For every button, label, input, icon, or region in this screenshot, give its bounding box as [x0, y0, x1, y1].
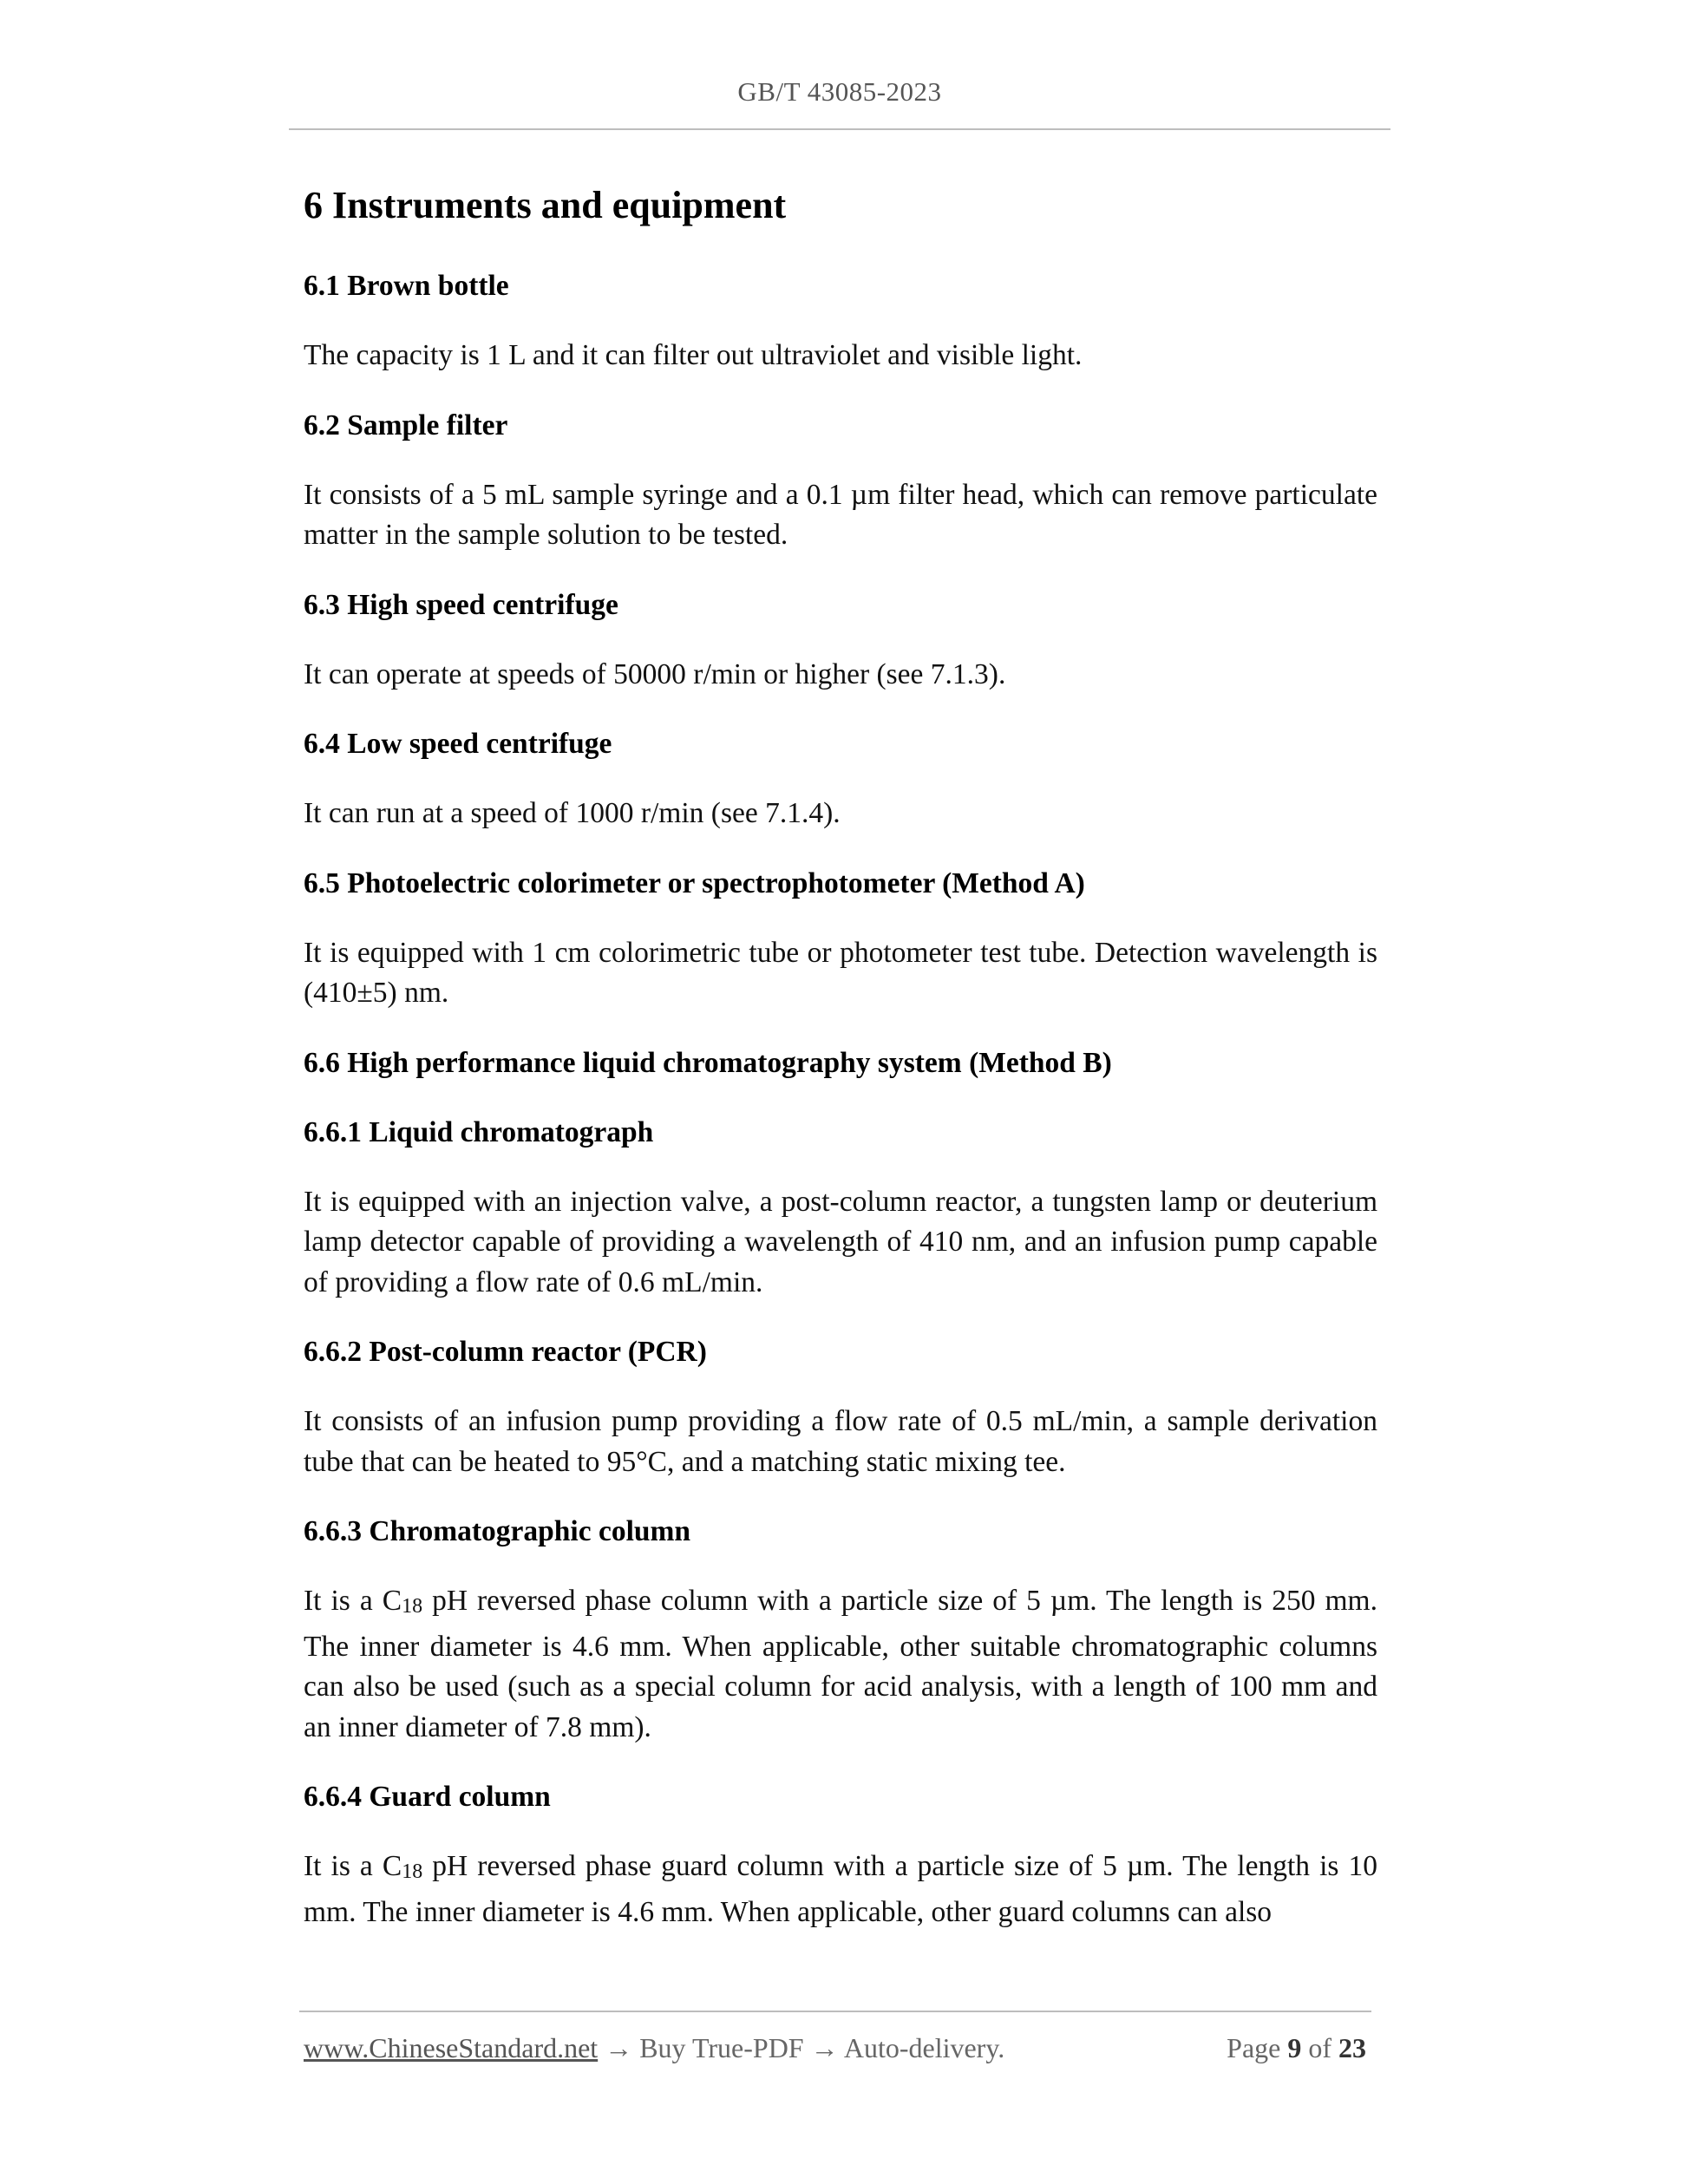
subscript-text: 18 [402, 1860, 423, 1883]
subsection-heading: 6.6 High performance liquid chromatography system (Method B) [304, 1046, 1112, 1079]
page-label: Page [1227, 2032, 1281, 2063]
subsection-heading: 6.4 Low speed centrifuge [304, 728, 612, 760]
subsection-heading: 6.6.1 Liquid chromatograph [304, 1115, 654, 1148]
subsection-paragraph [304, 1847, 1377, 1932]
auto-delivery-text: Auto-delivery. [843, 2032, 1005, 2063]
footer-promo [304, 2032, 1004, 2064]
subsection-heading: 6.3 High speed centrifuge [304, 588, 618, 621]
page-content [304, 178, 1377, 1962]
footer-divider [299, 2011, 1371, 2012]
subsection-heading: 6.1 Brown bottle [304, 270, 509, 302]
subsection-paragraph: It can operate at speeds of 50000 r/min or higher (see 7.1.3). [304, 657, 1006, 690]
subsection-paragraph: The capacity is 1 L and it can filter out ultraviolet and visible light. [304, 339, 1083, 371]
section-heading: 6 Instruments and equipment [304, 184, 787, 226]
arrow-right-icon: → [605, 2032, 633, 2063]
subsection-heading: 6.6.2 Post-column reactor (PCR) [304, 1336, 707, 1368]
document-code-header: GB/T 43085-2023 [737, 76, 942, 107]
buy-pdf-text: Buy True-PDF [639, 2032, 804, 2063]
paragraph-text-rest: pH reversed phase column with a particle size of 5 µm. The length is 250 mm. The inner diameter is 4.6 mm. When applicable, other suitable chromatographic columns can also be used (such as a special column for acid analysis, with a length of 100 mm and an inner diameter of 7.8 mm). [304, 1585, 1377, 1743]
paragraph-text-start: It is a C [304, 1850, 402, 1882]
of-label: of [1308, 2032, 1331, 2063]
arrow-right-icon: → [810, 2032, 839, 2063]
page-footer [304, 2032, 1366, 2070]
subsection-paragraph: It is equipped with 1 cm colorimetric tube or photometer test tube. Detection wavelength is (410±5) nm. [304, 936, 1377, 1009]
subsection-heading: 6.6.3 Chromatographic column [304, 1515, 691, 1547]
website-link[interactable]: www.ChineseStandard.net [304, 2032, 599, 2063]
paragraph-text-start: It is a C [304, 1585, 402, 1617]
subsection-heading: 6.2 Sample filter [304, 409, 508, 441]
page-indicator [1227, 2032, 1366, 2064]
subscript-text: 18 [402, 1595, 423, 1618]
paragraph-text-rest: pH reversed phase guard column with a particle size of 5 µm. The length is 10 mm. The inner diameter is 4.6 mm. When applicable, other guard columns can also [304, 1850, 1377, 1928]
total-pages-number: 23 [1338, 2032, 1366, 2063]
subsection-heading: 6.6.4 Guard column [304, 1781, 551, 1813]
subsection-heading: 6.5 Photoelectric colorimeter or spectrophotometer (Method A) [304, 866, 1085, 899]
header-divider [289, 128, 1390, 130]
subsection-paragraph: It can run at a speed of 1000 r/min (see 7.1.4). [304, 797, 841, 829]
subsection-paragraph: It is equipped with an injection valve, a post-column reactor, a tungsten lamp or deuterium lamp detector capable of providing a wavelength of 410 nm, and an infusion pump capable of providing a flow rate of 0.6 mL/min. [304, 1185, 1377, 1298]
subsection-paragraph: It consists of an infusion pump providing a flow rate of 0.5 mL/min, a sample derivation tube that can be heated to 95°C, and a matching static mixing tee. [304, 1405, 1377, 1478]
current-page-number: 9 [1287, 2032, 1302, 2063]
subsection-paragraph [304, 1581, 1377, 1748]
subsection-paragraph: It consists of a 5 mL sample syringe and a 0.1 µm filter head, which can remove particulate matter in the sample solution to be tested. [304, 478, 1377, 551]
